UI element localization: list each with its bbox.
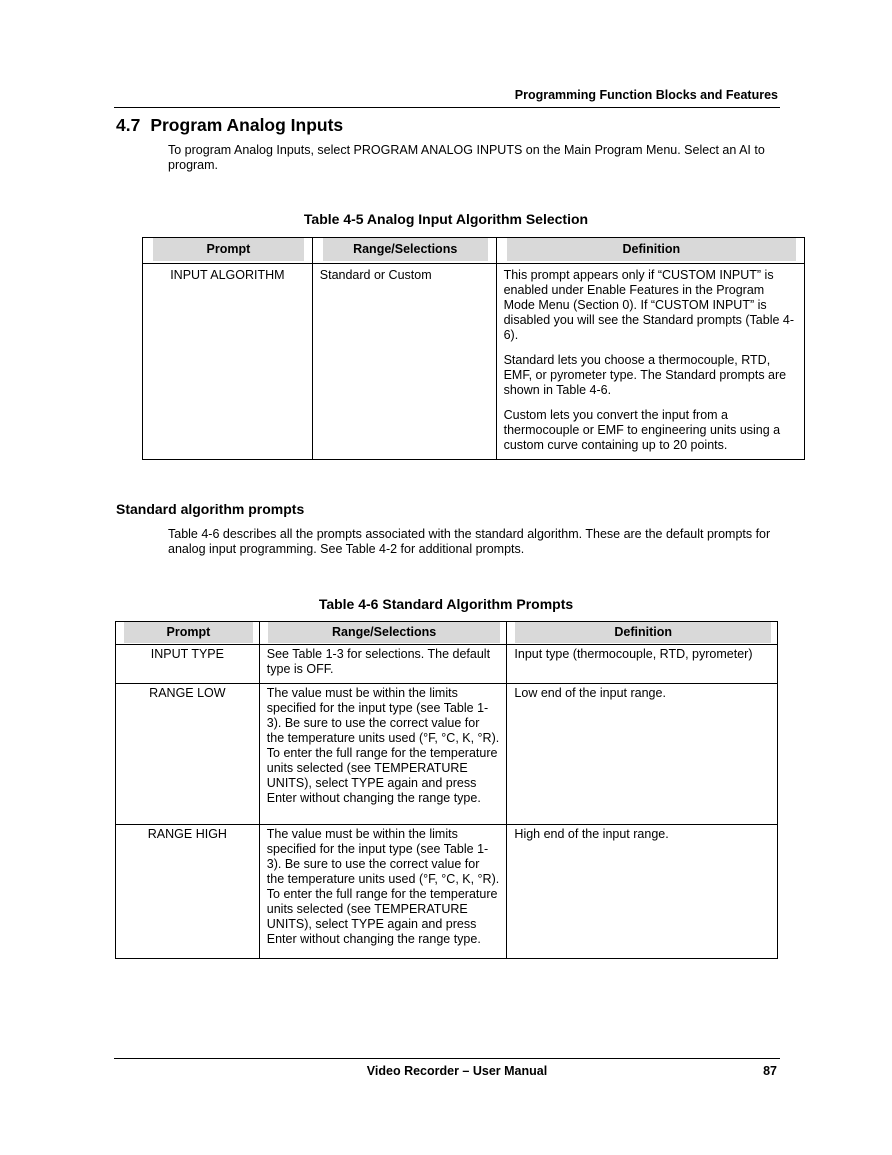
definition-paragraph: This prompt appears only if “CUSTOM INPUT” is enabled under Enable Features in the Program Mode Menu (Section 0). If “CUSTOM INPUT” is disabled you will see the Standard prompts (Table 4-6). (503, 268, 795, 342)
table-row (116, 645, 778, 684)
definition-paragraph: Custom lets you convert the input from a thermocouple or EMF to engineering units using a custom curve containing up to 20 points. (503, 408, 781, 452)
table-4-5 (142, 237, 805, 460)
column-header-definition: Definition (507, 622, 778, 645)
column-header-range: Range/Selections (259, 622, 507, 645)
column-header-definition: Definition (496, 238, 804, 264)
page-number: 87 (763, 1064, 777, 1078)
section-heading (116, 115, 343, 136)
header-rule (114, 107, 780, 108)
section-number: 4.7 (116, 115, 141, 135)
table-row (116, 684, 778, 825)
table-4-6-caption: Table 4-6 Standard Algorithm Prompts (318, 596, 574, 612)
column-header-prompt: Prompt (116, 622, 260, 645)
footer-title: Video Recorder – User Manual (366, 1064, 548, 1078)
prompt-cell: RANGE HIGH (116, 825, 260, 959)
table-4-6 (115, 621, 778, 959)
table-row (116, 825, 778, 959)
range-cell: The value must be within the limits specified for the input type (see Table 1-3). Be sure to use the correct value for the temperature units used (°F, °C, K, °R). To enter the full range for the temperature units selected (see TEMPERATURE UNITS), select TYPE again and press Enter without changing the range type. (259, 684, 507, 825)
table-4-5-caption: Table 4-5 Analog Input Algorithm Selection (303, 211, 589, 227)
prompt-cell: RANGE LOW (116, 684, 260, 825)
section-title: Program Analog Inputs (150, 115, 344, 135)
range-cell: The value must be within the limits specified for the input type (see Table 1-3). Be sure to use the correct value for the temperature units used (°F, °C, K, °R). To enter the full range for the temperature units selected (see TEMPERATURE UNITS), select TYPE again and press Enter without changing the range type. (259, 825, 507, 959)
prompt-cell: INPUT ALGORITHM (143, 264, 313, 460)
column-header-range: Range/Selections (312, 238, 496, 264)
table-header-row (143, 238, 805, 264)
definition-cell: High end of the input range. (507, 825, 778, 959)
subsection-heading: Standard algorithm prompts (116, 501, 305, 517)
definition-paragraph: Standard lets you choose a thermocouple, RTD, EMF, or pyrometer type. The Standard prompts are shown in Table 4-6. (503, 353, 787, 397)
subsection-intro: Table 4-6 describes all the prompts associated with the standard algorithm. These are the default prompts for analog input programming. See Table 4-2 for additional prompts. (168, 527, 771, 556)
table-row (143, 264, 805, 460)
footer-rule (114, 1058, 780, 1059)
definition-cell: Low end of the input range. (507, 684, 778, 825)
range-cell: See Table 1-3 for selections. The default type is OFF. (259, 645, 507, 684)
definition-cell (496, 264, 804, 460)
column-header-prompt: Prompt (143, 238, 313, 264)
definition-cell: Input type (thermocouple, RTD, pyrometer) (507, 645, 778, 684)
section-intro: To program Analog Inputs, select PROGRAM ANALOG INPUTS on the Main Program Menu. Select an AI to program. (168, 143, 765, 172)
running-header: Programming Function Blocks and Features (514, 88, 778, 102)
prompt-cell: INPUT TYPE (116, 645, 260, 684)
range-cell: Standard or Custom (312, 264, 496, 460)
table-header-row (116, 622, 778, 645)
